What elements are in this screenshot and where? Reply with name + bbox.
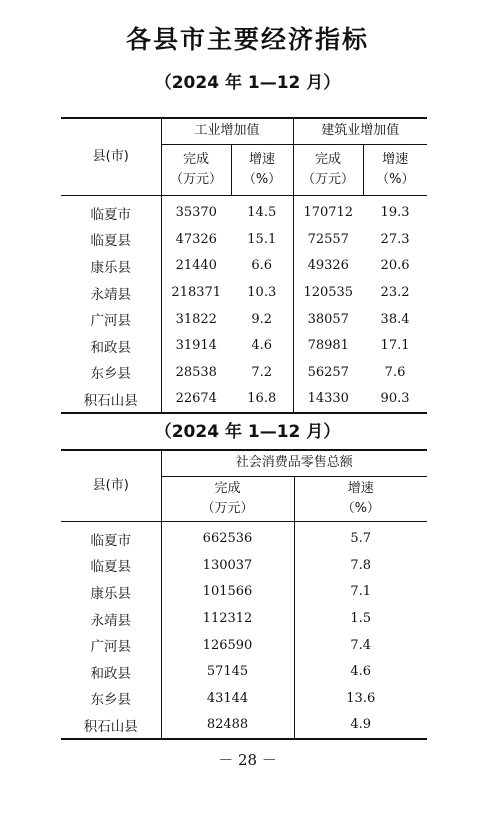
industry-value-cell: 218371 [171, 285, 222, 301]
table-row [61, 552, 427, 579]
industry-rate-cell: 6.6 [231, 253, 293, 280]
county-name: 康乐县 [61, 253, 161, 280]
industry-rate-cell: 16.8 [231, 386, 293, 414]
county-name: 临夏县 [61, 552, 161, 579]
construction-rate-cell: 17.1 [380, 338, 410, 354]
construction-rate-cell: 90.3 [380, 391, 410, 407]
construction-value-cell: 56257 [307, 364, 349, 380]
industry-value-cell: 22674 [175, 391, 217, 407]
industry-rate-cell: 7.2 [231, 359, 293, 386]
industry-rate-cell: 9.2 [231, 306, 293, 333]
table-row [61, 359, 427, 386]
industry-rate-cell: 14.5 [231, 195, 293, 226]
retail-value-cell: 57145 [161, 658, 294, 685]
retail-value-cell: 82488 [161, 712, 294, 740]
retail-value-cell: 101566 [161, 579, 294, 606]
construction-value-cell: 72557 [307, 231, 349, 247]
county-header: 县(市) [61, 450, 161, 521]
retail-value-cell: 126590 [161, 632, 294, 659]
industry-group-header: 工业增加值 [161, 118, 293, 144]
construction-value-cell: 170712 [303, 205, 354, 221]
table2-period: （2024 年 1—12 月） [154, 422, 341, 442]
industry-value-cell: 35370 [175, 205, 217, 221]
retail-rate-cell: 13.6 [346, 690, 376, 706]
table-row [61, 712, 427, 740]
construction-rate-cell: 7.6 [384, 364, 406, 380]
table-row [61, 579, 427, 606]
industry-value-cell: 31914 [175, 338, 217, 354]
industry-value-header: 完成 （万元） [161, 144, 231, 195]
industry-construction-table [61, 117, 427, 414]
table-row [61, 253, 427, 280]
industry-value-cell: 31822 [175, 311, 217, 327]
retail-rate-cell: 7.4 [350, 637, 372, 653]
retail-sales-table [61, 449, 427, 740]
county-name: 临夏县 [61, 226, 161, 253]
industry-rate-header: 增速 （%） [231, 144, 293, 195]
construction-group-header: 建筑业增加值 [293, 118, 427, 144]
county-name: 广河县 [61, 306, 161, 333]
county-header: 县(市) [61, 118, 161, 195]
construction-rate-cell: 20.6 [380, 258, 410, 274]
county-name: 广河县 [61, 632, 161, 659]
table-row [61, 521, 427, 552]
retail-rate-cell: 4.9 [350, 717, 372, 733]
construction-rate-cell: 38.4 [380, 311, 410, 327]
retail-rate-cell: 5.7 [350, 531, 372, 547]
construction-rate-cell: 23.2 [380, 285, 410, 301]
retail-value-header: 完成 （万元） [161, 476, 294, 521]
retail-rate-cell: 4.6 [350, 664, 372, 680]
county-name: 临夏市 [61, 195, 161, 226]
county-name: 永靖县 [61, 605, 161, 632]
county-name: 积石山县 [61, 712, 161, 740]
county-name: 永靖县 [61, 279, 161, 306]
retail-rate-cell: 7.8 [350, 557, 372, 573]
county-name: 和政县 [61, 658, 161, 685]
construction-value-header: 完成 （万元） [293, 144, 363, 195]
table-row [61, 605, 427, 632]
table-row [61, 632, 427, 659]
construction-rate-cell: 27.3 [380, 231, 410, 247]
county-name: 临夏市 [61, 521, 161, 552]
table-row [61, 332, 427, 359]
construction-value-cell: 38057 [307, 311, 349, 327]
county-name: 康乐县 [61, 579, 161, 606]
industry-value-cell: 21440 [175, 258, 217, 274]
table-row [61, 658, 427, 685]
county-name: 东乡县 [61, 685, 161, 712]
construction-rate-header: 增速 （%） [363, 144, 427, 195]
table-row [61, 306, 427, 333]
table-row [61, 226, 427, 253]
construction-value-cell: 49326 [307, 258, 349, 274]
table-row [61, 195, 427, 226]
retail-rate-header: 增速 （%） [294, 476, 427, 521]
page-number: － 28 － [218, 751, 277, 769]
industry-rate-cell: 15.1 [231, 226, 293, 253]
industry-rate-cell: 4.6 [231, 332, 293, 359]
table-row [61, 685, 427, 712]
retail-value-cell: 43144 [161, 685, 294, 712]
retail-group-header: 社会消费品零售总额 [161, 450, 427, 476]
construction-value-cell: 78981 [307, 338, 349, 354]
industry-rate-cell: 10.3 [231, 279, 293, 306]
construction-value-cell: 14330 [307, 391, 349, 407]
retail-value-cell: 662536 [161, 521, 294, 552]
table-row [61, 386, 427, 414]
county-name: 积石山县 [61, 386, 161, 414]
industry-value-cell: 47326 [175, 231, 217, 247]
county-name: 和政县 [61, 332, 161, 359]
retail-rate-cell: 7.1 [350, 584, 372, 600]
retail-value-cell: 130037 [161, 552, 294, 579]
construction-rate-cell: 19.3 [380, 205, 410, 221]
table-row [61, 279, 427, 306]
table1-period: （2024 年 1—12 月） [154, 73, 341, 93]
retail-rate-cell: 1.5 [350, 611, 372, 627]
county-name: 东乡县 [61, 359, 161, 386]
construction-value-cell: 120535 [303, 285, 354, 301]
industry-value-cell: 28538 [175, 364, 217, 380]
retail-value-cell: 112312 [161, 605, 294, 632]
page-title: 各县市主要经济指标 [125, 25, 369, 54]
